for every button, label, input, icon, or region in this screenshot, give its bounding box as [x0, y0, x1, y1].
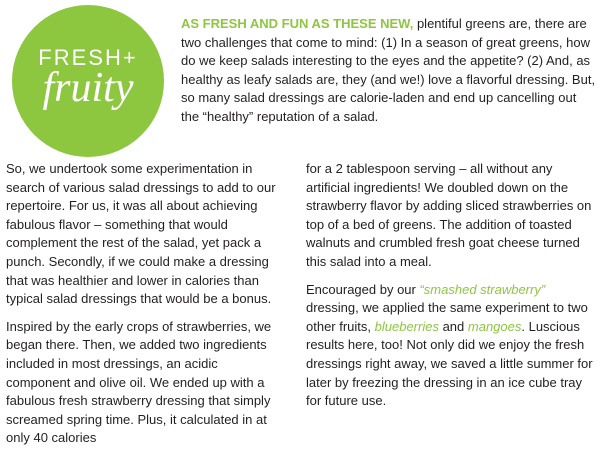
right-paragraph-1: for a 2 tablespoon serving – all without any artificial ingredients! We doubled down on the strawberry flavor by adding sliced strawberries on top of a bed of greens. The addition of toasted walnuts and crumbled fresh goat cheese turned this salad into a meal.: [306, 161, 592, 269]
blueberries-link[interactable]: blueberries: [374, 318, 439, 334]
intro-paragraph: [181, 15, 596, 127]
badge-title-fresh: FRESH+: [38, 45, 138, 70]
left-paragraph-1: So, we undertook some experimentation in search of various salad dressings to add to our repertoire. For us, it was all about achieving fabulous flavor – something that would complement the rest of the salad, yet pack a punch. Secondly, if we could make a dressing that was healthier and lower in calories than typical salad dressings that would be a bonus.: [6, 161, 276, 307]
badge-title-fruity: fruity: [42, 65, 134, 111]
fresh-fruity-badge: [12, 5, 164, 157]
right-paragraph-2-part-c: and: [438, 318, 468, 334]
left-paragraph-2: Inspired by the early crops of strawberries, we began there. Then, we added two ingredients included in most dressings, an acidic component and olive oil. We ended up with a fabulous fresh strawberry dressing that simply screamed spring time. Plus, it calculated in at only 40 calories: [6, 318, 272, 446]
right-column: [306, 160, 594, 420]
right-paragraph-2-part-d: . Luscious results here, too! Not only did we enjoy the fresh dressings right away, we saved a little summer for later by freezing the dressing in an ice cube tray for future use.: [306, 318, 593, 409]
smashed-strawberry-link[interactable]: “smashed strawberry”: [419, 281, 546, 297]
intro-text: plentiful greens are, there are two challenges that come to mind: (1) In a season of great greens, how do we keep salads interesting to the eyes and the appetite? (2) And, as healthy as leafy salads are, they (and we!) love a flavorful dressing. But, so many salad dressings are calorie-laden and end up cancelling out the “healthy” reputation of a salad.: [181, 16, 596, 124]
right-paragraph-2-part-b: dressing, we applied the same experiment to two other fruits,: [306, 300, 588, 334]
mangoes-link[interactable]: mangoes: [467, 318, 522, 334]
right-paragraph-2: [306, 281, 594, 411]
intro-lead-in: AS FRESH AND FUN AS THESE NEW,: [181, 16, 414, 31]
right-paragraph-2-part-a: Encouraged by our: [306, 281, 420, 297]
left-column: [6, 160, 278, 457]
